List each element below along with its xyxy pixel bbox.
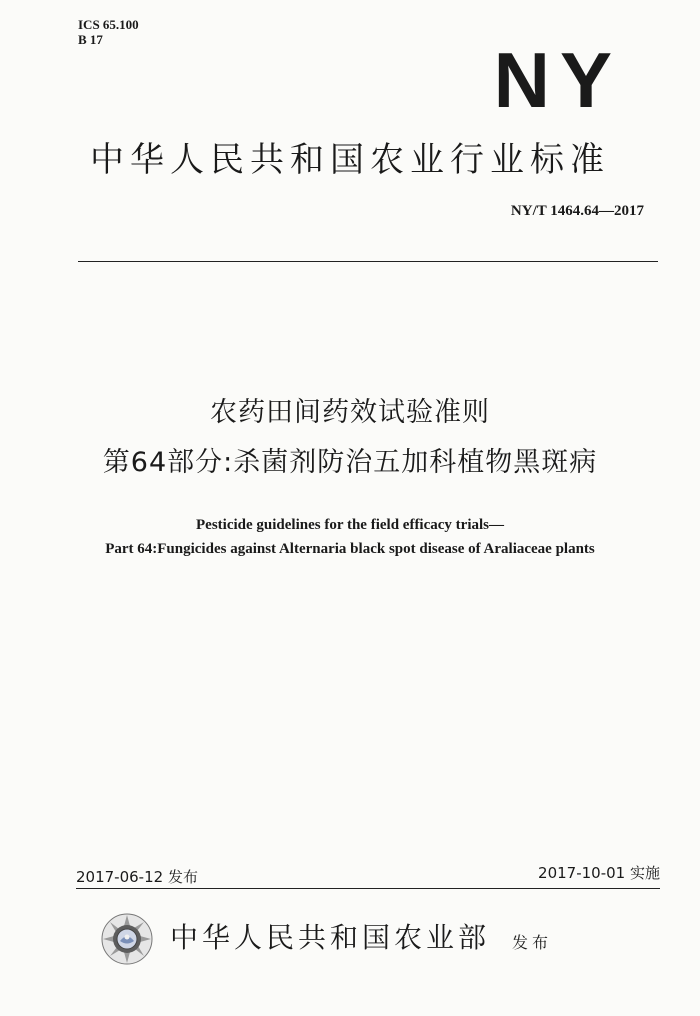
ics-code: ICS 65.100 <box>78 17 139 32</box>
header-divider <box>78 261 658 262</box>
zh-title-line1: 农药田间药效试验准则 <box>210 397 490 428</box>
footer-divider <box>76 888 660 889</box>
issuer-name: 中华人民共和国农业部 <box>170 921 491 954</box>
ccs-code: B 17 <box>78 32 103 47</box>
zh-title-line2: 第64部分:杀菌剂防治五加科植物黑斑病 <box>102 447 598 478</box>
en-title-line2: Part 64:Fungicides against Alternaria black spot disease of Araliaceae plants <box>105 541 595 557</box>
ny-logo: NY <box>493 36 622 124</box>
ministry-emblem-icon <box>100 912 154 966</box>
publish-date: 2017-06-12 发布 <box>76 868 198 886</box>
implement-date: 2017-10-01 实施 <box>538 864 660 882</box>
standard-title: 中华人民共和国农业行业标准 <box>90 140 610 180</box>
issue-label: 发布 <box>512 933 553 952</box>
standard-number: NY/T 1464.64—2017 <box>510 203 644 219</box>
en-title-line1: Pesticide guidelines for the field efficacy trials— <box>196 517 504 533</box>
